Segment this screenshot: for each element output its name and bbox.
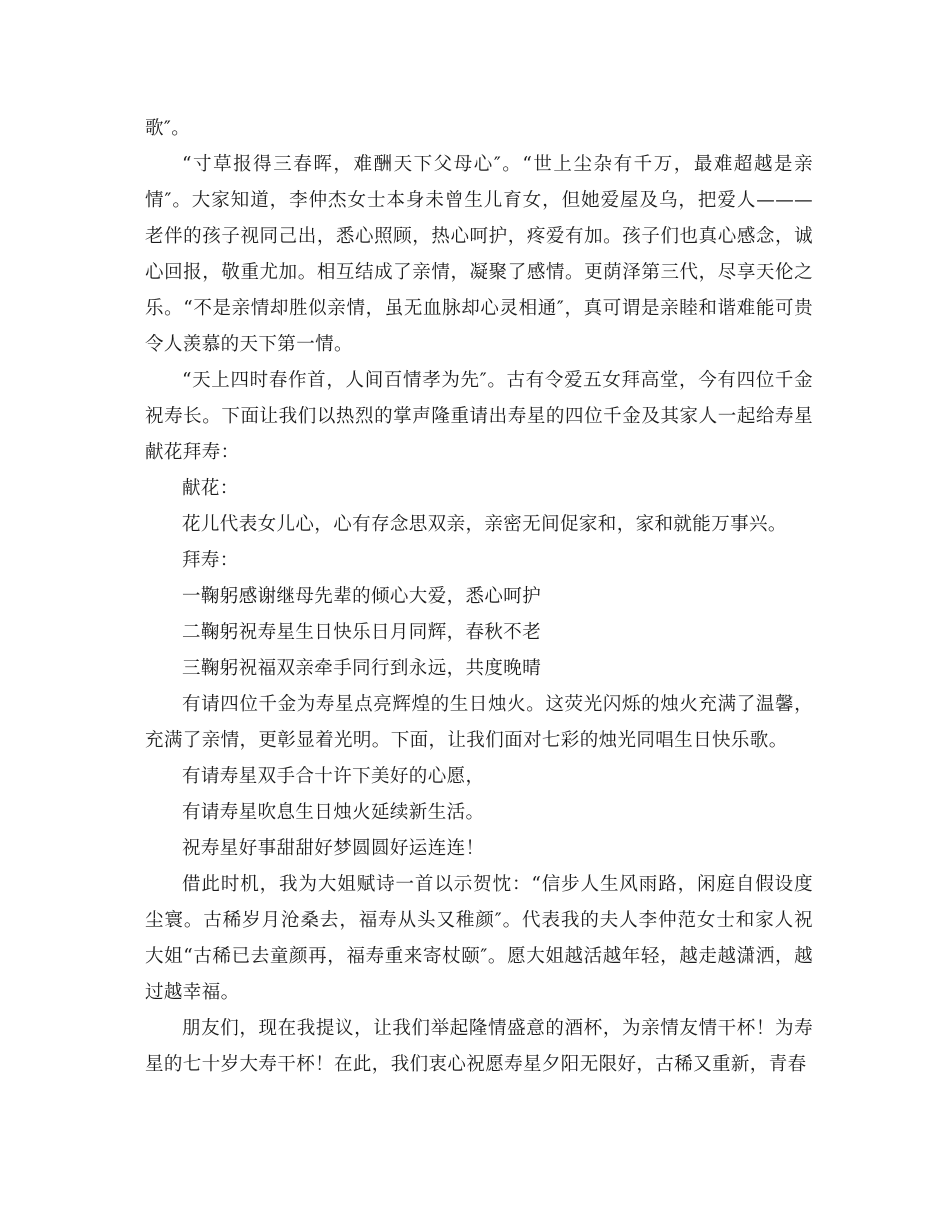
- paragraph-14: 朋友们，现在我提议，让我们举起隆情盛意的酒杯，为亲情友情干杯！为寿星的七十岁大寿干杯！在此，我们衷心祝愿寿星夕阳无限好，古稀又重新，青春: [145, 1018, 813, 1075]
- paragraph-4: 花儿代表女儿心，心有存念思双亲，亲密无间促家和，家和就能万事兴。: [182, 514, 787, 535]
- paragraph-2: “天上四时春作首，人间百情孝为先″。古有令爱五女拜高堂，今有四位千金祝寿长。下面让我们以热烈的掌声隆重请出寿星的四位千金及其家人一起给寿星献花拜寿：: [145, 370, 813, 463]
- paragraph-5: 拜寿：: [182, 550, 239, 571]
- paragraph-3: 献花：: [182, 478, 239, 499]
- paragraph-10: 有请寿星双手合十许下美好的心愿，: [182, 766, 485, 787]
- paragraph-13: 借此时机，我为大姐赋诗一首以示贺忱：“信步人生风雨路，闲庭自假设度尘寰。古稀岁月沧桑去，福寿从头又稚颜″。代表我的夫人李仲范女士和家人祝大姐“古稀已去童颜再，福寿重来寄杖颐″。愿大姐越活越年轻，越走越潇洒，越过越幸福。: [145, 874, 813, 1003]
- document-body: [145, 111, 813, 1083]
- paragraph-11: 有请寿星吹息生日烛火延续新生活。: [182, 802, 485, 823]
- paragraph-0: 歌″。: [145, 118, 191, 139]
- paragraph-7: 二鞠躬祝寿星生日快乐日月同辉，春秋不老: [182, 622, 542, 643]
- paragraph-12: 祝寿星好事甜甜好梦圆圆好运连连！: [182, 838, 485, 859]
- paragraph-9: 有请四位千金为寿星点亮辉煌的生日烛火。这荧光闪烁的烛火充满了温馨，充满了亲情，更彰显着光明。下面，让我们面对七彩的烛光同唱生日快乐歌。: [145, 694, 813, 751]
- paragraph-6: 一鞠躬感谢继母先辈的倾心大爱，悉心呵护: [182, 586, 542, 607]
- paragraph-1: “寸草报得三春晖，难酬天下父母心″。“世上尘杂有千万，最难超越是亲情″。大家知道，李仲杰女士本身未曾生儿育女，但她爱屋及乌，把爱人———老伴的孩子视同己出，悉心照顾，热心呵护，疼爱有加。孩子们也真心感念，诚心回报，敬重尤加。相互结成了亲情，凝聚了感情。更荫泽第三代，尽享天伦之乐。“不是亲情却胜似亲情，虽无血脉却心灵相通″，真可谓是亲睦和谐难能可贵令人羡慕的天下第一情。: [145, 154, 813, 355]
- paragraph-8: 三鞠躬祝福双亲牵手同行到永远，共度晚晴: [182, 658, 542, 679]
